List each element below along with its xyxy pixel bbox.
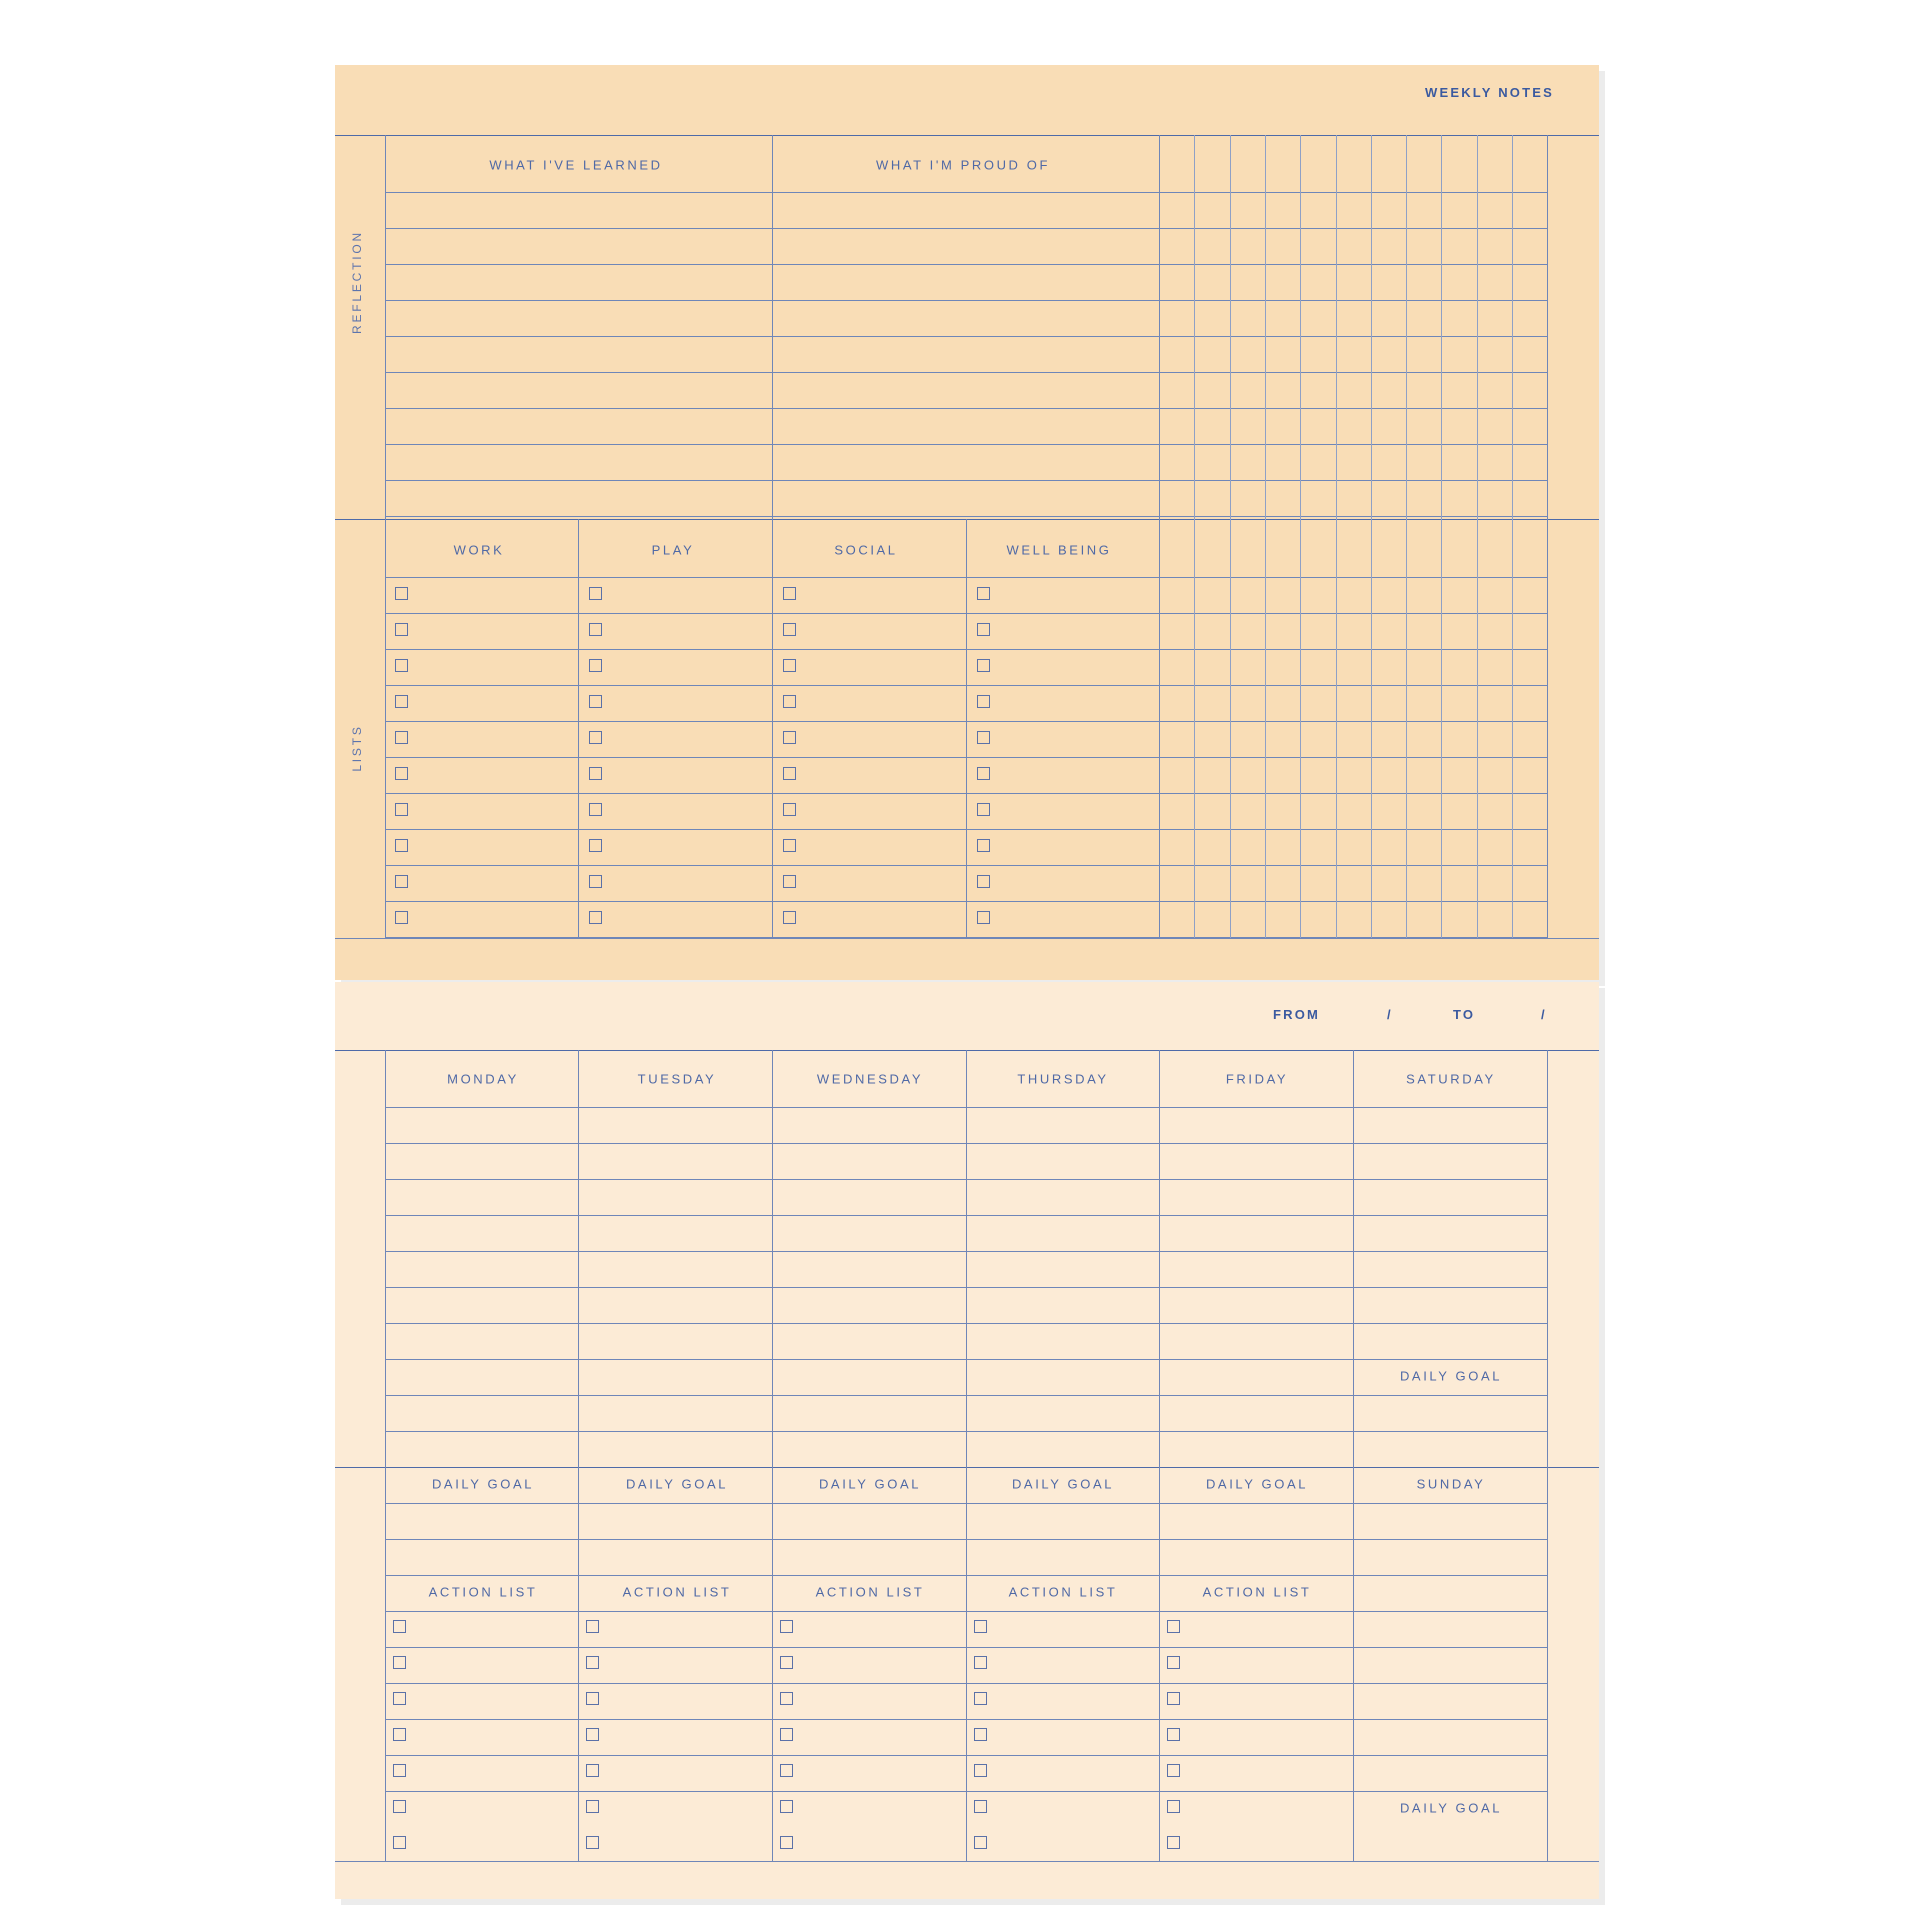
work-checkbox[interactable] xyxy=(395,839,408,852)
wednesday-action-checkbox[interactable] xyxy=(780,1728,793,1741)
writing-line xyxy=(385,300,1547,301)
well-being-checkbox[interactable] xyxy=(977,587,990,600)
from-date-slash: / xyxy=(1387,1007,1393,1022)
work-checkbox[interactable] xyxy=(395,875,408,888)
tracker-divider xyxy=(1159,135,1160,938)
well-being-checkbox[interactable] xyxy=(977,839,990,852)
tracker-column xyxy=(1477,135,1478,938)
work-checkbox[interactable] xyxy=(395,767,408,780)
social-checkbox[interactable] xyxy=(783,587,796,600)
day-sunday: SUNDAY xyxy=(1416,1476,1486,1492)
play-checkbox[interactable] xyxy=(589,875,602,888)
play-checkbox[interactable] xyxy=(589,695,602,708)
well-being-checkbox[interactable] xyxy=(977,623,990,636)
tuesday-action-checkbox[interactable] xyxy=(586,1728,599,1741)
wednesday-action-checkbox[interactable] xyxy=(780,1764,793,1777)
social-checkbox[interactable] xyxy=(783,767,796,780)
work-checkbox[interactable] xyxy=(395,623,408,636)
writing-line xyxy=(385,372,1547,373)
work-checkbox[interactable] xyxy=(395,659,408,672)
column-divider xyxy=(772,135,773,519)
day-divider xyxy=(1353,1050,1354,1861)
wednesday-action-checkbox[interactable] xyxy=(780,1800,793,1813)
play-checkbox[interactable] xyxy=(589,839,602,852)
section-rule xyxy=(335,135,1599,136)
monday-action-checkbox[interactable] xyxy=(393,1800,406,1813)
column-divider xyxy=(772,519,773,938)
tuesday-action-checkbox[interactable] xyxy=(586,1692,599,1705)
monday-action-checkbox[interactable] xyxy=(393,1692,406,1705)
well-being-checkbox[interactable] xyxy=(977,767,990,780)
work-checkbox[interactable] xyxy=(395,911,408,924)
monday-action-checkbox[interactable] xyxy=(393,1764,406,1777)
day-monday: MONDAY xyxy=(447,1071,519,1087)
tracker-column xyxy=(1230,135,1231,938)
day-divider xyxy=(966,1050,967,1861)
day-saturday: SATURDAY xyxy=(1406,1071,1496,1087)
grid-right-border xyxy=(1547,135,1548,938)
weekly-notes-title: WEEKLY NOTES xyxy=(1425,85,1554,100)
day-friday: FRIDAY xyxy=(1225,1071,1289,1087)
writing-line xyxy=(385,264,1547,265)
grid-right-border xyxy=(1547,1050,1548,1861)
tracker-column xyxy=(1406,135,1407,938)
tuesday-action-checkbox[interactable] xyxy=(586,1656,599,1669)
social-checkbox[interactable] xyxy=(783,911,796,924)
thursday-daily-goal: DAILY GOAL xyxy=(1011,1476,1115,1492)
bottom-rule xyxy=(335,1861,1599,1862)
monday-action-checkbox[interactable] xyxy=(393,1656,406,1669)
section-rule xyxy=(335,519,1599,520)
list-col-work: WORK xyxy=(453,542,505,558)
wednesday-action-checkbox[interactable] xyxy=(780,1692,793,1705)
play-checkbox[interactable] xyxy=(589,623,602,636)
monday-action-checkbox[interactable] xyxy=(393,1728,406,1741)
section-rule xyxy=(335,1467,1599,1468)
well-being-checkbox[interactable] xyxy=(977,695,990,708)
from-label: FROM xyxy=(1273,1007,1321,1022)
friday-action-list: ACTION LIST xyxy=(1202,1584,1312,1600)
social-checkbox[interactable] xyxy=(783,803,796,816)
tuesday-action-checkbox[interactable] xyxy=(586,1764,599,1777)
work-checkbox[interactable] xyxy=(395,695,408,708)
wednesday-action-list: ACTION LIST xyxy=(815,1584,925,1600)
tuesday-action-checkbox[interactable] xyxy=(586,1836,599,1849)
social-checkbox[interactable] xyxy=(783,695,796,708)
tracker-column xyxy=(1441,135,1442,938)
thursday-action-checkbox[interactable] xyxy=(974,1800,987,1813)
friday-action-checkbox[interactable] xyxy=(1167,1692,1180,1705)
thursday-action-checkbox[interactable] xyxy=(974,1692,987,1705)
wednesday-daily-goal: DAILY GOAL xyxy=(818,1476,922,1492)
thursday-action-checkbox[interactable] xyxy=(974,1620,987,1633)
work-checkbox[interactable] xyxy=(395,587,408,600)
monday-daily-goal: DAILY GOAL xyxy=(431,1476,535,1492)
play-checkbox[interactable] xyxy=(589,659,602,672)
grid-left-border xyxy=(385,1050,386,1861)
monday-action-list: ACTION LIST xyxy=(428,1584,538,1600)
friday-action-checkbox[interactable] xyxy=(1167,1836,1180,1849)
wednesday-action-checkbox[interactable] xyxy=(780,1620,793,1633)
well-being-checkbox[interactable] xyxy=(977,875,990,888)
lists-section-label: LISTS xyxy=(350,724,364,772)
saturday-daily-goal: DAILY GOAL xyxy=(1399,1368,1503,1384)
friday-daily-goal: DAILY GOAL xyxy=(1205,1476,1309,1492)
monday-action-checkbox[interactable] xyxy=(393,1620,406,1633)
to-label: TO xyxy=(1453,1007,1476,1022)
day-divider xyxy=(1159,1050,1160,1861)
play-checkbox[interactable] xyxy=(589,767,602,780)
bottom-rule xyxy=(335,938,1599,939)
list-col-social: SOCIAL xyxy=(834,542,898,558)
reflection-col-learned: WHAT I'VE LEARNED xyxy=(489,157,663,173)
wednesday-action-checkbox[interactable] xyxy=(780,1656,793,1669)
sunday-daily-goal: DAILY GOAL xyxy=(1399,1800,1503,1816)
tuesday-action-checkbox[interactable] xyxy=(586,1800,599,1813)
tuesday-action-list: ACTION LIST xyxy=(622,1584,732,1600)
social-checkbox[interactable] xyxy=(783,659,796,672)
weekly-planner-sheet xyxy=(335,982,1599,1899)
work-checkbox[interactable] xyxy=(395,803,408,816)
column-divider xyxy=(966,519,967,938)
play-checkbox[interactable] xyxy=(589,731,602,744)
thursday-action-checkbox[interactable] xyxy=(974,1836,987,1849)
well-being-checkbox[interactable] xyxy=(977,803,990,816)
social-checkbox[interactable] xyxy=(783,731,796,744)
header-rule xyxy=(385,192,1547,193)
play-checkbox[interactable] xyxy=(589,587,602,600)
social-checkbox[interactable] xyxy=(783,875,796,888)
column-divider xyxy=(578,519,579,938)
thursday-action-list: ACTION LIST xyxy=(1008,1584,1118,1600)
day-tuesday: TUESDAY xyxy=(637,1071,717,1087)
section-rule xyxy=(335,1050,1599,1051)
wednesday-action-checkbox[interactable] xyxy=(780,1836,793,1849)
reflection-col-proud: WHAT I'M PROUD OF xyxy=(875,157,1051,173)
thursday-action-checkbox[interactable] xyxy=(974,1728,987,1741)
well-being-checkbox[interactable] xyxy=(977,911,990,924)
social-checkbox[interactable] xyxy=(783,839,796,852)
friday-action-checkbox[interactable] xyxy=(1167,1800,1180,1813)
day-divider xyxy=(578,1050,579,1861)
grid-left-border xyxy=(385,135,386,938)
to-date-slash: / xyxy=(1541,1007,1547,1022)
writing-line xyxy=(385,480,1547,481)
well-being-checkbox[interactable] xyxy=(977,659,990,672)
writing-line xyxy=(385,228,1547,229)
friday-action-checkbox[interactable] xyxy=(1167,1764,1180,1777)
monday-action-checkbox[interactable] xyxy=(393,1836,406,1849)
writing-line xyxy=(385,516,1547,517)
reflection-section-label: REFLECTION xyxy=(350,229,364,335)
tracker-column xyxy=(1194,135,1195,938)
list-col-play: PLAY xyxy=(651,542,695,558)
friday-action-checkbox[interactable] xyxy=(1167,1620,1180,1633)
tracker-column xyxy=(1265,135,1266,938)
tuesday-daily-goal: DAILY GOAL xyxy=(625,1476,729,1492)
social-checkbox[interactable] xyxy=(783,623,796,636)
thursday-action-checkbox[interactable] xyxy=(974,1764,987,1777)
play-checkbox[interactable] xyxy=(589,911,602,924)
weekly-notes-sheet xyxy=(335,65,1599,980)
day-wednesday: WEDNESDAY xyxy=(816,1071,924,1087)
writing-line xyxy=(385,336,1547,337)
day-thursday: THURSDAY xyxy=(1017,1071,1109,1087)
play-checkbox[interactable] xyxy=(589,803,602,816)
tracker-column xyxy=(1371,135,1372,938)
tuesday-action-checkbox[interactable] xyxy=(586,1620,599,1633)
work-checkbox[interactable] xyxy=(395,731,408,744)
thursday-action-checkbox[interactable] xyxy=(974,1656,987,1669)
tracker-column xyxy=(1336,135,1337,938)
tracker-column xyxy=(1512,135,1513,938)
day-divider xyxy=(772,1050,773,1861)
well-being-checkbox[interactable] xyxy=(977,731,990,744)
list-col-well-being: WELL BEING xyxy=(1006,542,1112,558)
friday-action-checkbox[interactable] xyxy=(1167,1728,1180,1741)
tracker-column xyxy=(1300,135,1301,938)
writing-line xyxy=(385,408,1547,409)
friday-action-checkbox[interactable] xyxy=(1167,1656,1180,1669)
writing-line xyxy=(385,444,1547,445)
